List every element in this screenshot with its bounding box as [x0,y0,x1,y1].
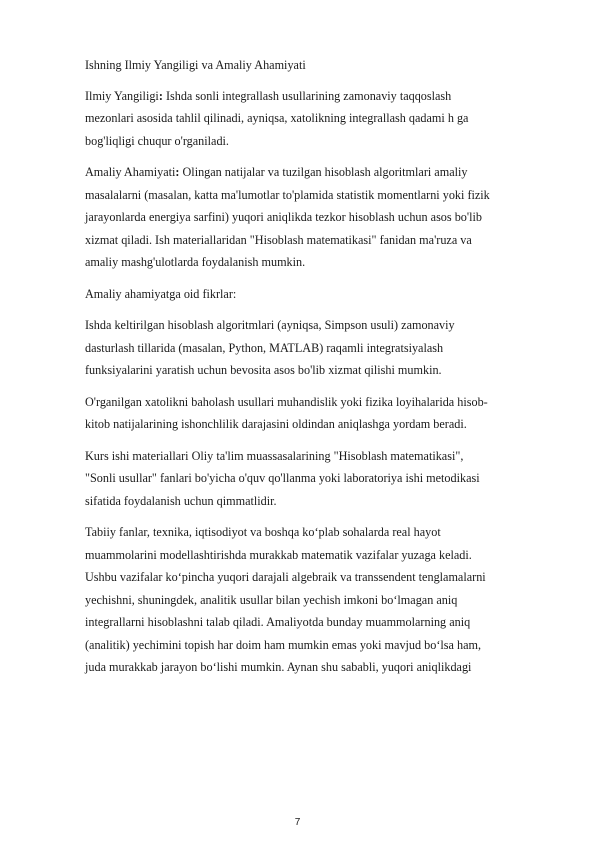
remarks-heading-text: Amaliy ahamiyatga oid fikrlar: [85,286,237,301]
novelty-line-1 [85,85,550,108]
significance-text-1: Olingan natijalar va tuzilgan hisoblash algoritmlari amaliy [179,165,468,179]
significance-line-1 [85,161,550,184]
remarks-heading [85,283,550,306]
novelty-colon: : [158,88,163,103]
page-number: 7 [294,817,301,828]
closing-line-5: integrallarni hisoblashni talab qiladi. Amaliyotda bunday muammolarning aniq [85,615,471,629]
closing-line-6: (analitik) yechimini topish har doim ham mumkin emas yoki mavjud boʻlsa ham, [85,637,482,652]
novelty-line-3: bog'liqligi chuqur o'rganiladi. [85,133,229,148]
significance-term: Amaliy Ahamiyati [85,165,176,179]
closing-line-2: muammolarini modellashtirishda murakkab matematik vazifalar yuzaga keladi. [85,547,472,562]
remark-1-line-2: dasturlash tillarida (masalan, Python, MATLAB) raqamli integratsiyalash [85,340,444,355]
section-title-text: Ishning Ilmiy Yangiligi va Amaliy Ahamiyati [85,58,306,72]
remark-paragraph-3 [85,445,550,513]
significance-paragraph [85,161,550,274]
remark-2-line-1: O'rganilgan xatolikni baholash usullari muhandislik yoki fizika loyihalarida hisob- [85,394,488,409]
section-title [85,54,550,77]
remark-paragraph-1 [85,314,550,382]
remark-1-line-1: Ishda keltirilgan hisoblash algoritmlari (ayniqsa, Simpson usuli) zamonaviy [85,318,455,332]
closing-line-4: yechishni, shuningdek, analitik usullar bilan yechish imkoni boʻlmagan aniq [85,592,458,607]
novelty-line-2: mezonlari asosida tahlil qilinadi, ayniqsa, xatolikning integrallash qadami h ga [85,111,469,125]
closing-paragraph [85,521,550,679]
closing-line-1: Tabiiy fanlar, texnika, iqtisodiyot va boshqa koʻplab sohalarda real hayot [85,525,441,539]
significance-line-3: jarayonlarda energiya sarfini) yuqori aniqlikda tezkor hisoblash uchun asos bo'lib [85,210,482,224]
closing-line-7: juda murakkab jarayon boʻlishi mumkin. Aynan shu sababli, yuqori aniqlikdagi [85,660,472,674]
novelty-paragraph [85,85,550,153]
remark-paragraph-2 [85,391,550,436]
remark-3-line-1: Kurs ishi materiallari Oliy ta'lim muassasalarining "Hisoblash matematikasi", [85,448,464,463]
closing-line-3: Ushbu vazifalar koʻpincha yuqori darajali algebraik va transsendent tenglamalarni [85,570,486,584]
significance-line-4: xizmat qiladi. Ish materiallaridan "Hisoblash matematikasi" fanidan ma'ruza va [85,232,472,247]
novelty-text-1: Ishda sonli integrallash usullarining zamonaviy taqqoslash [162,88,452,103]
novelty-term: Ilmiy Yangiligi [85,88,159,103]
significance-line-2: masalalarni (masalan, katta ma'lumotlar to'plamida statistik momentlarni yoki fizik [85,187,490,202]
remark-2-line-2: kitob natijalarining ishonchlilik darajasini oldindan aniqlashga yordam beradi. [85,417,467,431]
remark-3-line-3: sifatida foydalanish uchun qimmatlidir. [85,493,277,508]
significance-colon: : [175,165,180,179]
remark-1-line-3: funksiyalarini yaratish uchun bevosita asos bo'lib xizmat qilishi mumkin. [85,363,442,377]
remark-3-line-2: "Sonli usullar" fanlari bo'yicha o'quv qo'llanma yoki laboratoriya ishi metodikasi [85,471,480,485]
significance-line-5: amaliy mashg'ulotlarda foydalanish mumkin. [85,255,306,269]
document-page [85,54,550,688]
